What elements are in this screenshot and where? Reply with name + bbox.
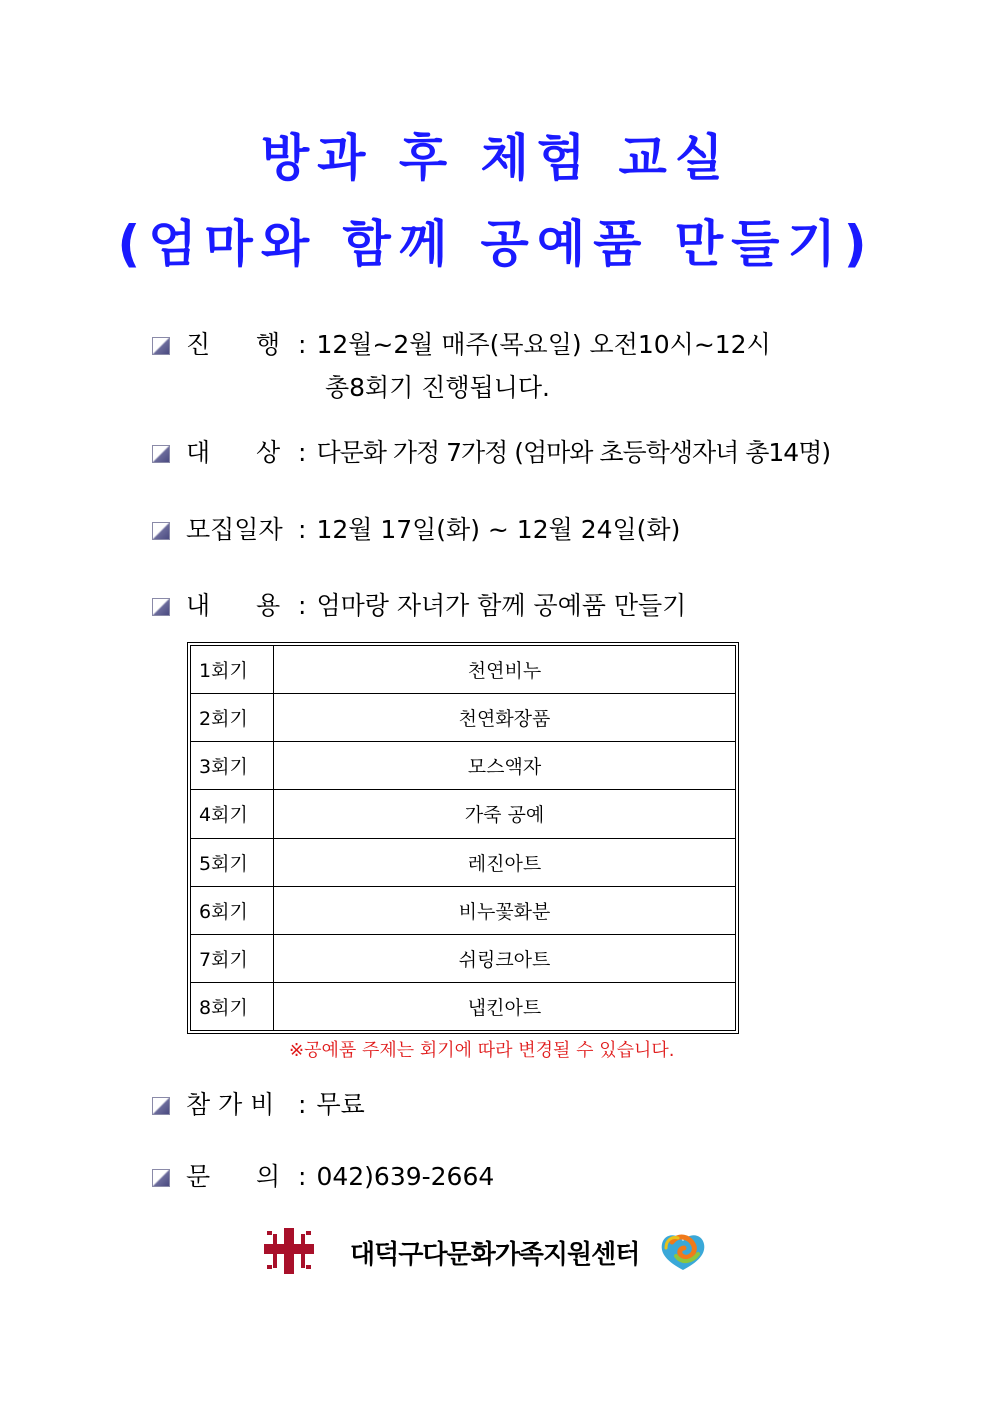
info-target [152,437,830,469]
table-row [191,934,736,982]
fee-label: 참 가 비 [186,1090,275,1119]
session-activity: 천연비누 [274,646,736,694]
checkbox-square-icon [152,337,170,355]
schedule-colon: : [298,330,307,359]
heart-swirl-logo [656,1226,710,1276]
table-row [191,742,736,790]
target-colon: : [298,438,307,467]
session-number: 2회기 [191,694,274,742]
table-row [191,790,736,838]
table-row [191,694,736,742]
page-title: 방과 후 체험 교실 [260,129,732,187]
table-row [191,982,736,1030]
schedule-value: 12월~2월 매주(목요일) 오전10시~12시 [316,330,771,359]
info-content [152,590,686,622]
table-row [191,886,736,934]
content-value: 엄마랑 자녀가 함께 공예품 만들기 [316,591,687,620]
table-row [191,838,736,886]
checkbox-square-icon [152,598,170,616]
session-activity: 비누꽃화분 [274,886,736,934]
session-number: 3회기 [191,742,274,790]
contact-value: 042)639-2664 [316,1162,495,1191]
page-subtitle: (엄마와 함께 공예품 만들기) [117,215,875,273]
session-number: 4회기 [191,790,274,838]
recruit-value: 12월 17일(화) ~ 12월 24일(화) [316,515,681,544]
session-number: 5회기 [191,838,274,886]
sessions-table [187,642,739,1034]
fee-value: 무료 [316,1090,365,1119]
info-recruit [152,514,680,546]
session-activity: 냅킨아트 [274,982,736,1030]
fee-colon: : [298,1090,307,1119]
session-activity: 쉬링크아트 [274,934,736,982]
info-schedule [152,329,771,361]
change-notice: ※공예품 주제는 회기에 따라 변경될 수 있습니다. [289,1040,675,1061]
session-number: 1회기 [191,646,274,694]
session-activity: 레진아트 [274,838,736,886]
checkbox-square-icon [152,1097,170,1115]
recruit-label: 모집일자 [186,515,283,544]
schedule-value-line2: 총8회기 진행됩니다. [325,373,550,402]
org-name: 대덕구다문화가족지원센터 [350,1240,640,1270]
target-value: 다문화 가정 7가정 (엄마와 초등학생자녀 총14명) [316,438,831,467]
contact-colon: : [298,1162,307,1191]
target-label: 대 상 [186,438,281,467]
info-contact [152,1161,494,1193]
contact-label: 문 의 [186,1162,281,1191]
checkbox-square-icon [152,522,170,540]
session-activity: 모스액자 [274,742,736,790]
checkbox-square-icon [152,1169,170,1187]
info-fee [152,1089,365,1121]
schedule-label: 진 행 [186,330,281,359]
session-number: 7회기 [191,934,274,982]
checkbox-square-icon [152,445,170,463]
caritas-cross-logo [264,1228,314,1274]
session-activity: 천연화장품 [274,694,736,742]
session-number: 6회기 [191,886,274,934]
content-colon: : [298,591,307,620]
content-label: 내 용 [186,591,281,620]
recruit-colon: : [298,515,307,544]
table-row [191,646,736,694]
session-number: 8회기 [191,982,274,1030]
footer [264,1226,724,1276]
session-activity: 가죽 공예 [274,790,736,838]
